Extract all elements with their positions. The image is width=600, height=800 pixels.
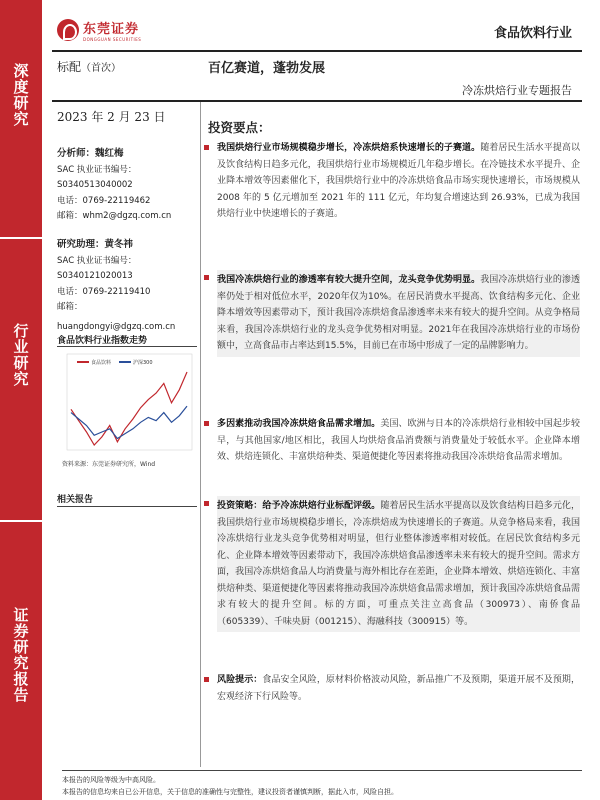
keypoint-5: [204, 672, 580, 705]
chart-frame: [67, 354, 192, 450]
related-reports-heading: 相关报告: [57, 495, 94, 505]
sidebar-label-deep: 深度研究: [11, 63, 30, 127]
assistant-phone: 电话：0769-22119410: [57, 286, 151, 297]
chart-svg: [57, 350, 197, 458]
rating: [57, 58, 121, 75]
keypoint-1: [204, 140, 580, 223]
assistant-cert: S0340121020013: [57, 271, 133, 281]
legend-label-series2: 沪深300: [133, 360, 153, 366]
footer-line-1: 本报告的风险等级为中高风险。: [62, 776, 160, 784]
rating-note: （首次）: [81, 63, 122, 74]
industry-name: 食品饮料行业: [493, 26, 572, 41]
keypoint-4: [204, 496, 580, 632]
report-date: 2023 年 2 月 23 日: [57, 110, 166, 124]
footer-rule: [62, 770, 582, 771]
footer-line-2: 本报告的信息均来自已公开信息，关于信息的准确性与完整性，建议投资者谨慎判断，据此入市，风险自担。: [62, 788, 398, 796]
assistant-name: 黄冬祎: [104, 239, 134, 250]
sidebar-divider: [0, 237, 42, 239]
bullet-icon: [204, 677, 209, 682]
chart-section: [57, 333, 197, 346]
keypoint-1-text: 随着居民生活水平提高以及饮食结构日趋多元化，我国烘焙行业市场规模近几年稳步增长。在冷链技术水平提升、企业降本增效等因素催化下，我国烘焙行业中的冷冻烘焙食品市场实现快速增长，市场规模从 2008 年的 5 亿元增加至 2021 年的 111 亿元，年均复合增速达到 26.93%，已成为我国烘焙行业中快速增长的子赛道。: [217, 143, 580, 219]
report-title: 百亿赛道，蓬勃发展: [208, 61, 326, 76]
footer: [62, 774, 398, 798]
keypoint-5-text: 食品安全风险，原材料价格波动风险，新品推广不及预期，渠道开展不及预期，宏观经济下行风险等。: [217, 675, 580, 702]
keypoint-1-lead: 我国烘焙行业市场规模稳步增长，冷冻烘焙系快速增长的子赛道。: [217, 143, 481, 153]
analyst-role: 分析师：: [57, 148, 96, 159]
analyst-cert-label: SAC 执业证书编号：: [57, 164, 137, 175]
logo-icon: [57, 19, 79, 41]
keypoint-3: [204, 416, 580, 466]
logo-name-en: DONGGUAN SECURITIES: [83, 37, 142, 42]
keypoint-4-lead: 投资策略：给予冷冻烘焙行业标配评级。: [217, 501, 381, 511]
assistant-info: [57, 237, 197, 335]
assistant-role: 研究助理：: [57, 239, 105, 250]
chart-title: 食品饮料行业指数走势: [57, 336, 148, 346]
assistant-email-label: 邮箱：: [57, 302, 83, 312]
analyst-cert: S0340513040002: [57, 180, 133, 190]
report-subtitle: 冷冻烘焙行业专题报告: [462, 84, 572, 97]
header-rule: [52, 50, 582, 52]
sidebar-label-industry: 行业研究: [11, 323, 30, 387]
keypoint-3-text: 美国、欧洲与日本的冷冻烘焙行业相较中国起步较早，与其他国家/地区相比，我国人均烘焙食品消费额与消费量处于较低水平。企业降本增效、烘焙连锁化、丰富烘焙种类、渠道便捷化等因素将推动我国冷冻烘焙食品需求增加。: [217, 419, 580, 462]
analyst-phone: 电话：0769-22119462: [57, 195, 151, 206]
legend-label-series1: 食品饮料: [91, 360, 112, 366]
chart-source: 资料来源：东莞证券研究所，Wind: [62, 461, 156, 468]
logo-name-cn: 东莞证券: [83, 22, 140, 37]
related-rule: [57, 506, 197, 507]
keypoint-3-lead: 多因素推动我国冷冻烘焙食品需求增加。: [217, 419, 381, 429]
bullet-icon: [204, 501, 209, 506]
column-divider: [200, 102, 201, 767]
analyst-email[interactable]: 邮箱：whm2@dgzq.com.cn: [57, 211, 172, 221]
company-logo: [57, 18, 141, 42]
bullet-icon: [204, 145, 209, 150]
sidebar-divider: [0, 520, 42, 522]
analyst-info: [57, 146, 197, 225]
keypoints-title: 投资要点：: [208, 120, 271, 135]
index-chart: [57, 350, 197, 460]
keypoint-2-text: 我国冷冻烘焙行业的渗透率仍处于相对低位水平，2020年仅为10%。在居民消费水平提高、饮食结构多元化、企业降本增效等因素带动下，预计我国冷冻烘焙食品渗透率未来有较大的提升空间。从竞争格局来看，我国冷冻烘焙行业的龙头竞争优势相对明显。2021年在我国冷冻烘焙行业的市场份额中，立高食品市占率达到15.5%，目前已在市场中形成了一定的品牌影响力。: [217, 275, 580, 351]
assistant-email[interactable]: huangdongyi@dgzq.com.cn: [57, 321, 176, 332]
page-header: [52, 18, 582, 48]
keypoint-4-text: 随着居民生活水平提高以及饮食结构日趋多元化，我国烘焙行业市场规模稳步增长，冷冻烘焙成为快速增长的子赛道。从竞争格局来看，我国冷冻烘焙行业龙头竞争优势相对明显，但行业整体渗透率相对较低。在居民饮食结构多元化、企业降本增效等因素带动下，我国冷冻烘焙食品渗透率未来有较大的提升空间。需求方面，我国冷冻烘焙食品人均消费量与海外相比存在差距，企业降本增效、烘焙连锁化、丰富烘焙种类、渠道便捷化等因素将推动我国冷冻烘焙食品需求增加，预计我国冷冻烘焙食品需求有较大的提升空间。标的方面，可重点关注立高食品（300973）、南侨食品（605339）、千味央厨（001215）、海融科技（300915）等。: [217, 501, 580, 627]
bullet-icon: [204, 421, 209, 426]
left-color-bar: [0, 0, 42, 800]
chart-title-rule: [57, 346, 197, 347]
analyst-name: 魏红梅: [95, 148, 124, 159]
title-rule: [52, 100, 582, 102]
keypoint-2: [204, 270, 580, 357]
bullet-icon: [204, 275, 209, 280]
sidebar-label-report: 证券研究报告: [11, 607, 30, 703]
assistant-cert-label: SAC 执业证书编号：: [57, 255, 137, 266]
keypoint-2-lead: 我国冷冻烘焙行业的渗透率有较大提升空间，龙头竞争优势明显。: [217, 275, 481, 285]
keypoint-5-lead: 风险提示：: [217, 675, 263, 685]
rating-label: 标配: [57, 60, 82, 74]
